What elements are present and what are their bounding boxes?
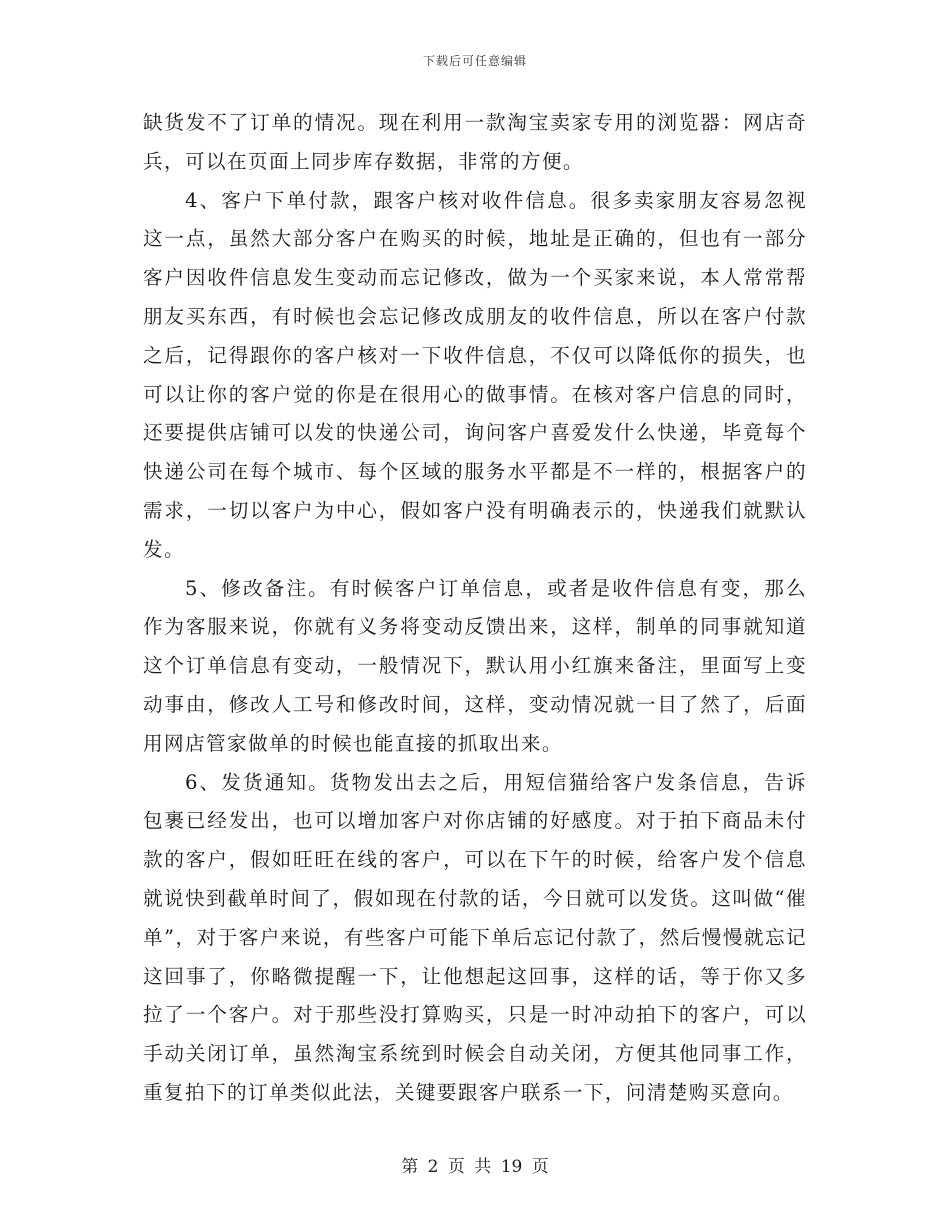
paragraph-item-5: 5、修改备注。有时候客户订单信息，或者是收件信息有变，那么作为客服来说，你就有义务将变动反馈出来，这样，制单的同事就知道这个订单信息有变动，一般情况下，默认用小红旗来备注，里面写上变动事由，修改人工号和修改时间，这样，变动情况就一目了然了，后面用网店管家做单的时候也能直接的抓取出来。 xyxy=(143,576,807,755)
paragraph-item-6: 6、发货通知。货物发出去之后，用短信猫给客户发条信息，告诉包裹已经发出，也可以增加客户对你店铺的好感度。对于拍下商品未付款的客户，假如旺旺在线的客户，可以在下午的时候，给客户发个信息就说快到截单时间了，假如现在付款的话，今日就可以发货。这叫做“催单”，对于客户来说，有些客户可能下单后忘记付款了，然后慢慢就忘记这回事了，你略微提醒一下，让他想起这回事，这样的话，等于你又多拉了一个客户。对于那些没打算购买，只是一时冲动拍下的客户，可以手动关闭订单，虽然淘宝系统到时候会自动关闭，方便其他同事工作，重复拍下的订单类似此法，关键要跟客户联系一下，问清楚购买意向。 xyxy=(143,770,807,1104)
page-header-note: 下载后可任意编辑 xyxy=(422,54,527,68)
paragraph-item-4: 4、客户下单付款，跟客户核对收件信息。很多卖家朋友容易忽视这一点，虽然大部分客户在购买的时候，地址是正确的，但也有一部分客户因收件信息发生变动而忘记修改，做为一个买家来说，本人常常帮朋友买东西，有时候也会忘记修改成朋友的收件信息，所以在客户付款之后，记得跟你的客户核对一下收件信息，不仅可以降低你的损失，也可以让你的客户觉的你是在很用心的做事情。在核对客户信息的同时，还要提供店铺可以发的快递公司，询问客户喜爱发什么快递，毕竟每个快递公司在每个城市、每个区域的服务水平都是不一样的，根据客户的需求，一切以客户为中心，假如客户没有明确表示的，快递我们就默认发。 xyxy=(143,188,807,561)
paragraph-continuation: 缺货发不了订单的情况。现在利用一款淘宝卖家专用的浏览器：网店奇兵，可以在页面上同步库存数据，非常的方便。 xyxy=(143,111,807,173)
page-number-footer: 第 2 页 共 19 页 xyxy=(401,1157,549,1177)
document-body xyxy=(143,104,807,1113)
